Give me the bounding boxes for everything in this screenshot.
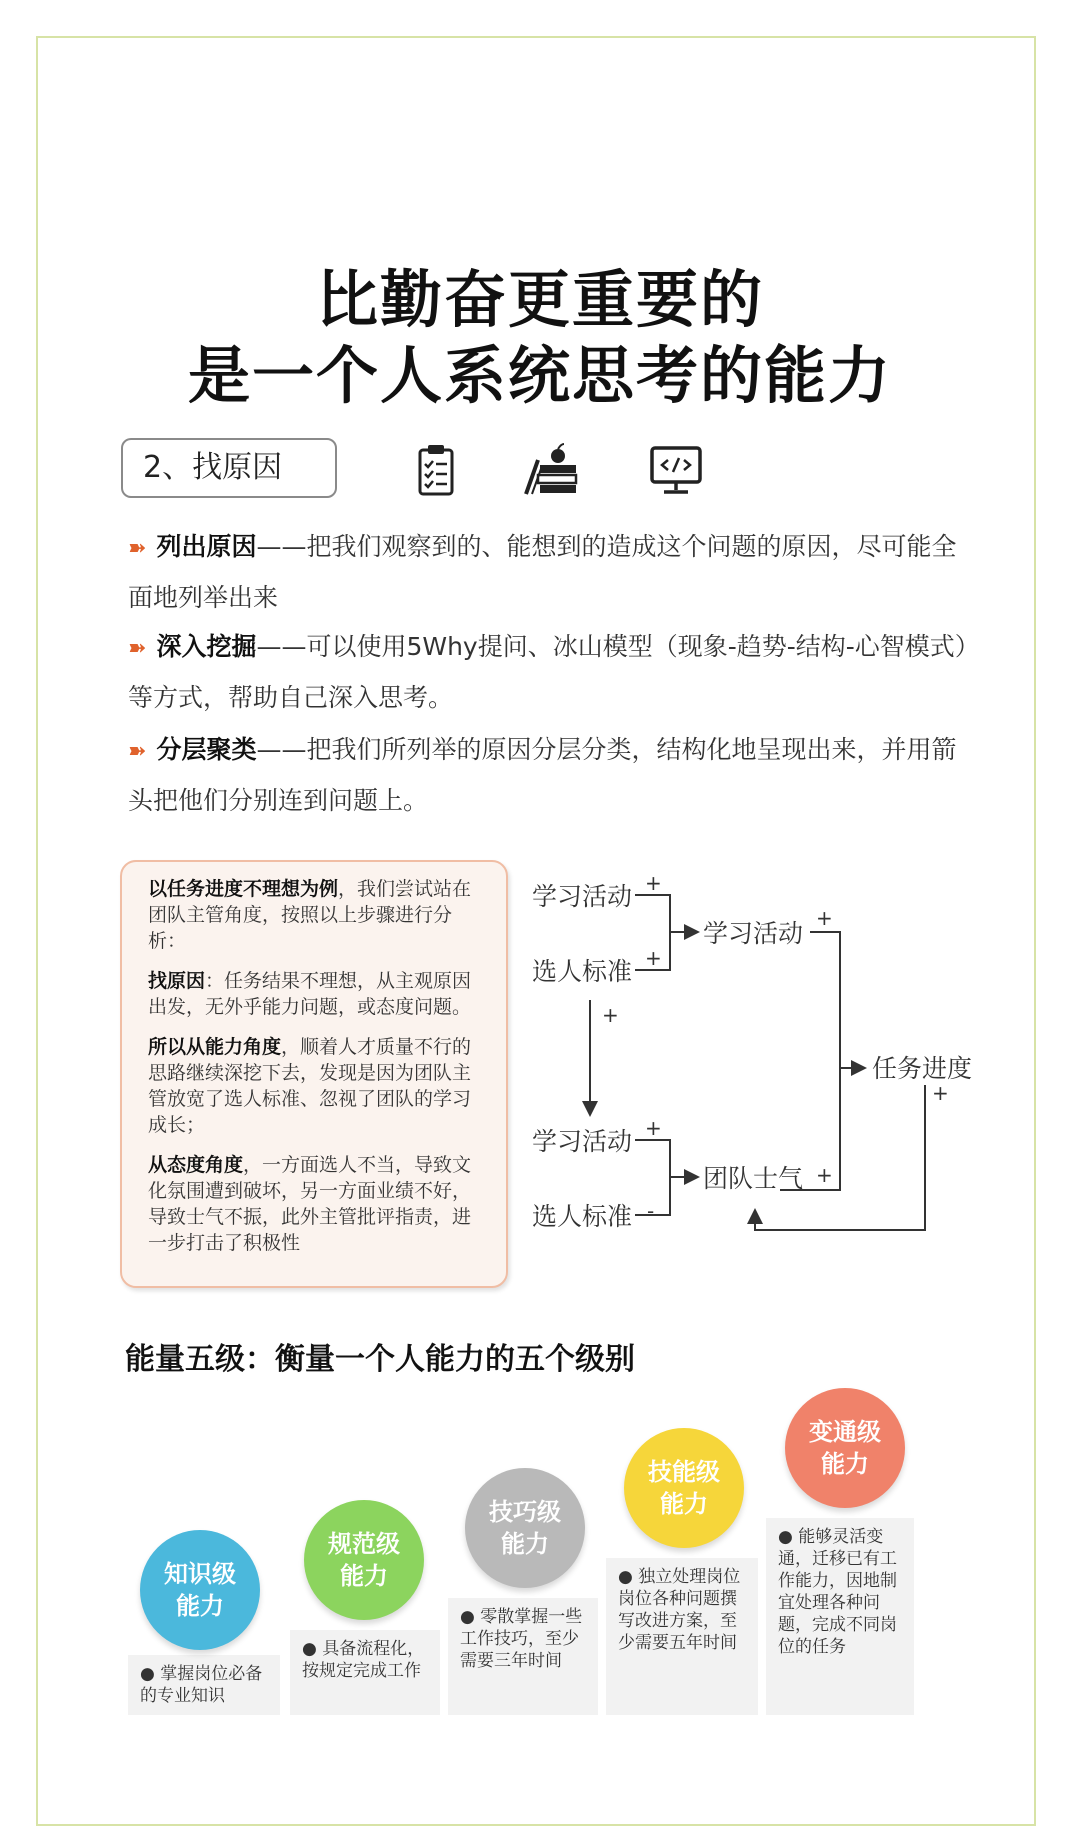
double-arrow-icon: ➽ xyxy=(128,739,147,764)
step-text: ——把我们所列举的原因分层分类，结构化地呈现出来，并用箭头把他们分别连到问题上。 xyxy=(128,735,957,815)
level-2-desc: ● 具备流程化，按规定完成工作 xyxy=(290,1630,440,1715)
clipboard-checklist-icon xyxy=(406,440,466,500)
causal-loop-diagram xyxy=(520,860,1000,1260)
node-learning-2: 学习活动 xyxy=(532,1127,633,1156)
example-bold: 以任务进度不理想为例 xyxy=(148,878,339,900)
level-3-circle: 技巧级 能力 xyxy=(465,1468,585,1588)
sign-b-out: + xyxy=(816,1163,833,1187)
sign-b1: + xyxy=(645,1116,662,1140)
sign-target: + xyxy=(932,1081,949,1105)
example-bold: 所以从能力角度 xyxy=(148,1036,282,1058)
example-text: ：任务结果不理想，从主观原因出发，无外乎能力问题，或态度问题。 xyxy=(148,970,472,1018)
example-bold: 找原因 xyxy=(148,970,206,992)
node-learning-out: 学习活动 xyxy=(703,919,804,948)
level-4-circle: 技能级 能力 xyxy=(624,1428,744,1548)
example-bold: 从态度角度 xyxy=(148,1154,244,1176)
sign-down: + xyxy=(602,1003,619,1027)
section-label: 2、找原因 xyxy=(121,438,337,498)
step-term: 分层聚类 xyxy=(156,735,257,764)
books-apple-icon xyxy=(522,440,582,500)
step-list-causes xyxy=(128,522,978,622)
node-morale: 团队士气 xyxy=(703,1164,804,1193)
level-3-desc: ● 零散掌握一些工作技巧，至少需要三年时间 xyxy=(448,1598,598,1715)
step-text: ——把我们观察到的、能想到的造成这个问题的原因，尽可能全面地列举出来 xyxy=(128,532,957,612)
example-paragraph xyxy=(148,876,480,954)
example-paragraph xyxy=(148,1152,480,1256)
energy-levels-title: 能量五级：衡量一个人能力的五个级别 xyxy=(125,1342,635,1377)
level-4-desc: ● 独立处理岗位岗位各种问题撰写改进方案，至少需要五年时间 xyxy=(606,1558,758,1715)
example-box xyxy=(120,860,508,1288)
example-text: ，我们尝试站在团队主管角度，按照以上步骤进行分析： xyxy=(148,878,472,952)
step-term: 深入挖掘 xyxy=(156,632,257,661)
step-dig-deep xyxy=(128,622,978,722)
page-title-line1: 比勤奋更重要的 xyxy=(315,263,764,336)
level-1-circle: 知识级 能力 xyxy=(140,1530,260,1650)
level-2-circle: 规范级 能力 xyxy=(304,1500,424,1620)
example-paragraph xyxy=(148,968,480,1020)
code-monitor-icon xyxy=(646,440,706,500)
double-arrow-icon: ➽ xyxy=(128,636,147,661)
sign-b2: - xyxy=(647,1199,655,1223)
sign-a-out: + xyxy=(816,906,833,930)
node-learning-1: 学习活动 xyxy=(532,882,633,911)
sign-a2: + xyxy=(645,946,662,970)
example-paragraph xyxy=(148,1034,480,1138)
level-1-desc: ● 掌握岗位必备的专业知识 xyxy=(128,1655,280,1715)
level-5-desc: ● 能够灵活变通，迁移已有工作能力，因地制宜处理各种问题，完成不同岗位的任务 xyxy=(766,1518,914,1715)
node-selection-1: 选人标准 xyxy=(532,957,633,986)
step-cluster xyxy=(128,725,978,825)
node-selection-2: 选人标准 xyxy=(532,1202,633,1231)
example-text: ，顺着人才质量不行的思路继续深挖下去，发现是因为团队主管放宽了选人标准、忽视了团队的学习成长； xyxy=(148,1036,472,1136)
double-arrow-icon: ➽ xyxy=(128,536,147,561)
example-text: ，一方面选人不当，导致文化氛围遭到破坏，另一方面业绩不好，导致士气不振，此外主管批评指责，进一步打击了积极性 xyxy=(148,1154,472,1254)
step-text: ——可以使用5Why提问、冰山模型（现象-趋势-结构-心智模式）等方式，帮助自己深入思考。 xyxy=(128,632,968,712)
step-term: 列出原因 xyxy=(156,532,257,561)
level-5-circle: 变通级 能力 xyxy=(785,1388,905,1508)
sign-a1: + xyxy=(645,871,662,895)
node-task-progress: 任务进度 xyxy=(872,1054,973,1083)
page-title-line2: 是一个人系统思考的能力 xyxy=(187,339,892,412)
